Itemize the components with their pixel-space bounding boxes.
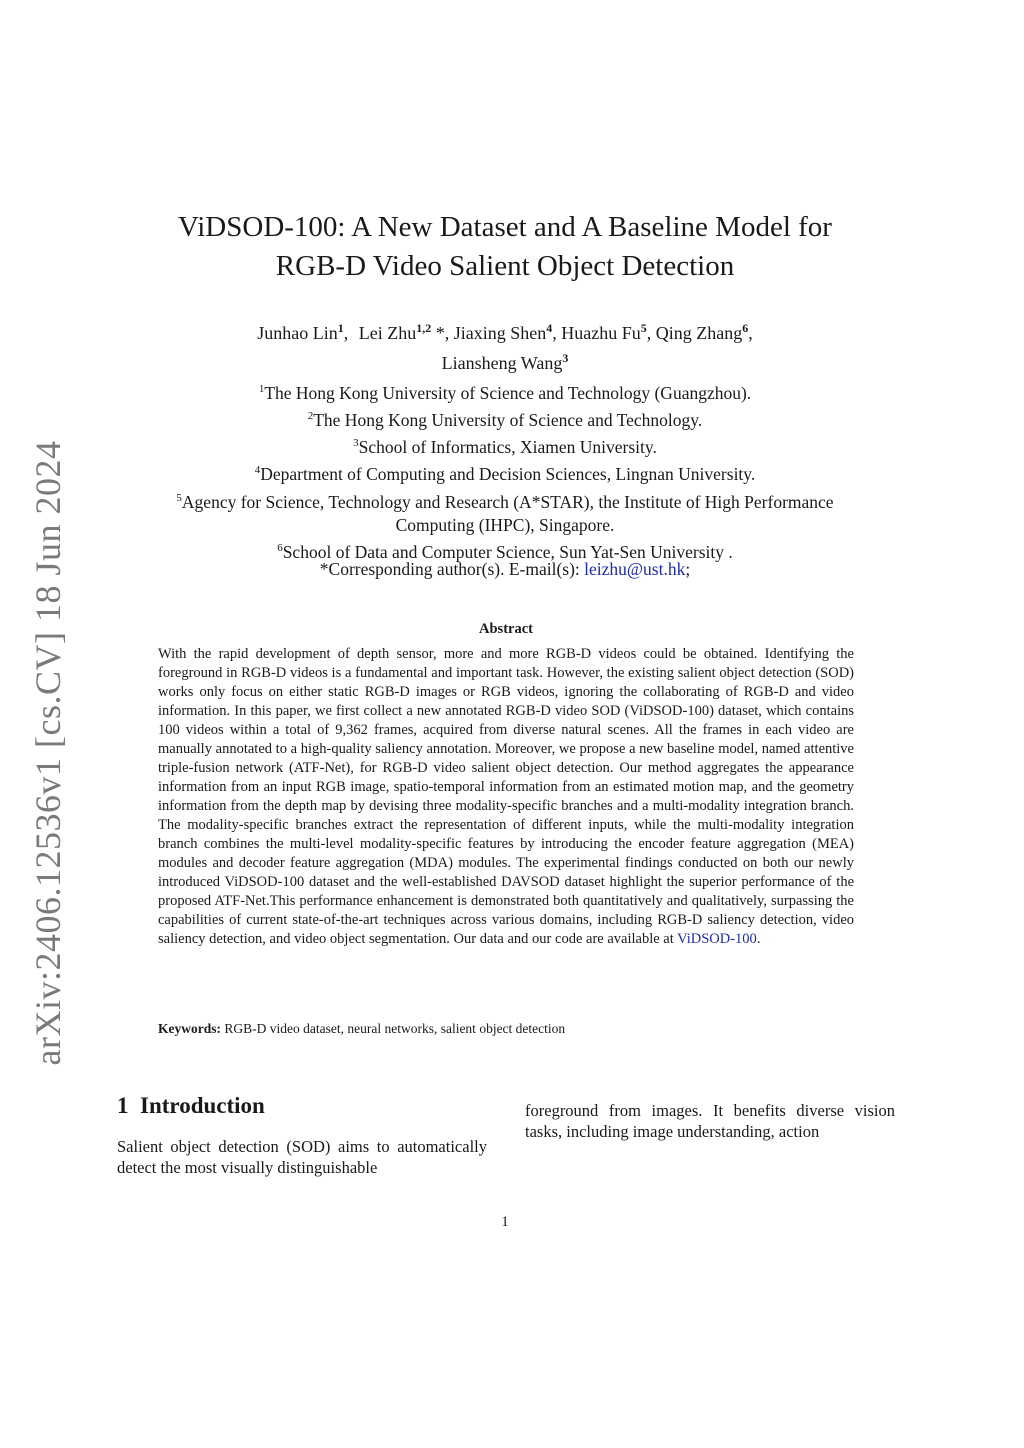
author: Jiaxing Shen$^4$, [453,321,557,343]
page-number: 1 [501,1214,509,1230]
paper-title [140,208,870,286]
author: Qing Zhang$^6$, [655,321,753,343]
affiliation: $^1$The Hong Kong University of Science and Technology (Guangzhou). [258,382,752,403]
author: Junhao Lin$^1$, [257,321,349,343]
author: Liansheng Wang$^3$ [441,351,569,373]
title-line: ViDSOD-100: A New Dataset and A Baseline Model for [178,211,832,243]
keywords: Keywords: RGB-D video dataset, neural networks, salient object detection [158,1021,566,1036]
intro-paragraph-left: Salient object detection (SOD) aims to automatically detect the most visually distinguishable [117,1137,487,1177]
affiliation-list [150,378,860,564]
affiliation: $^3$School of Informatics, Xiamen University. [353,437,657,458]
section-heading: 1 Introduction [117,1093,265,1118]
arxiv-stamp: arXiv:2406.12536v1 [cs.CV] 18 Jun 2024 [28,440,68,1066]
corresponding-author: *Corresponding author(s). E-mail(s): leizhu@ust.hk; [319,559,691,579]
affiliation: $^2$The Hong Kong University of Science and Technology. [307,409,703,430]
email-link[interactable]: leizhu@ust.hk [584,559,686,579]
affiliation: $^5$Agency for Science, Technology and Research (A*STAR), the Institute of High Performance Computing (IHPC), Singapore. [176,491,834,535]
affiliation: $^4$Department of Computing and Decision Sciences, Lingnan University. [254,464,756,485]
dataset-link[interactable]: ViDSOD-100 [677,931,757,947]
keywords-label: Keywords: [158,1021,221,1036]
title-line: RGB-D Video Salient Object Detection [275,250,735,282]
affiliation: $^6$School of Data and Computer Science, Sun Yat-Sen University . [277,541,733,562]
author: Lei Zhu$^{1,2}$ *, [358,321,450,343]
intro-paragraph-right: foreground from images. It benefits diverse vision tasks, including image understanding, action [525,1101,895,1141]
abstract-heading: Abstract [479,621,533,637]
abstract-body: With the rapid development of depth sensor, more and more RGB-D videos could be obtained. Identifying the foreground in RGB-D videos is a fundamental and important task. However, the existing salient object detection (SOD) works only focus on either static RGB-D images or RGB videos, ignoring the collaborating of RGB-D and video information. In this paper, we first collect a new annotated RGB-D video SOD (ViDSOD-100) dataset, which contains 100 videos within a total of 9,362 frames, acquired from diverse natural scenes. All the frames in each video are manually annotated to a high-quality saliency annotation. Moreover, we propose a new baseline model, named attentive triple-fusion network (ATF-Net), for RGB-D video salient object detection. Our method aggregates the appearance information from an input RGB image, spatio-temporal information from an estimated motion map, and the geometry information from the depth map by devising three modality-specific branches and a multi-modality integration branch. The modality-specific branches extract the representation of different inputs, while the multi-modality integration branch combines the multi-level modality-specific features by introducing the encoder feature aggregation (MEA) modules and decoder feature aggregation (MDA) modules. The experimental findings conducted on both our newly introduced ViDSOD-100 dataset and the well-established DAVSOD dataset highlight the superior performance of the proposed ATF-Net.This performance enhancement is demonstrated both quantitatively and qualitatively, surpassing the capabilities of current state-of-the-art techniques across various domains, including RGB-D saliency detection, video saliency detection, and video object segmentation. Our data and our code are available at ViDSOD-100. [158,646,854,947]
author-list [150,316,860,376]
author: Huazhu Fu$^5$, [561,321,652,343]
